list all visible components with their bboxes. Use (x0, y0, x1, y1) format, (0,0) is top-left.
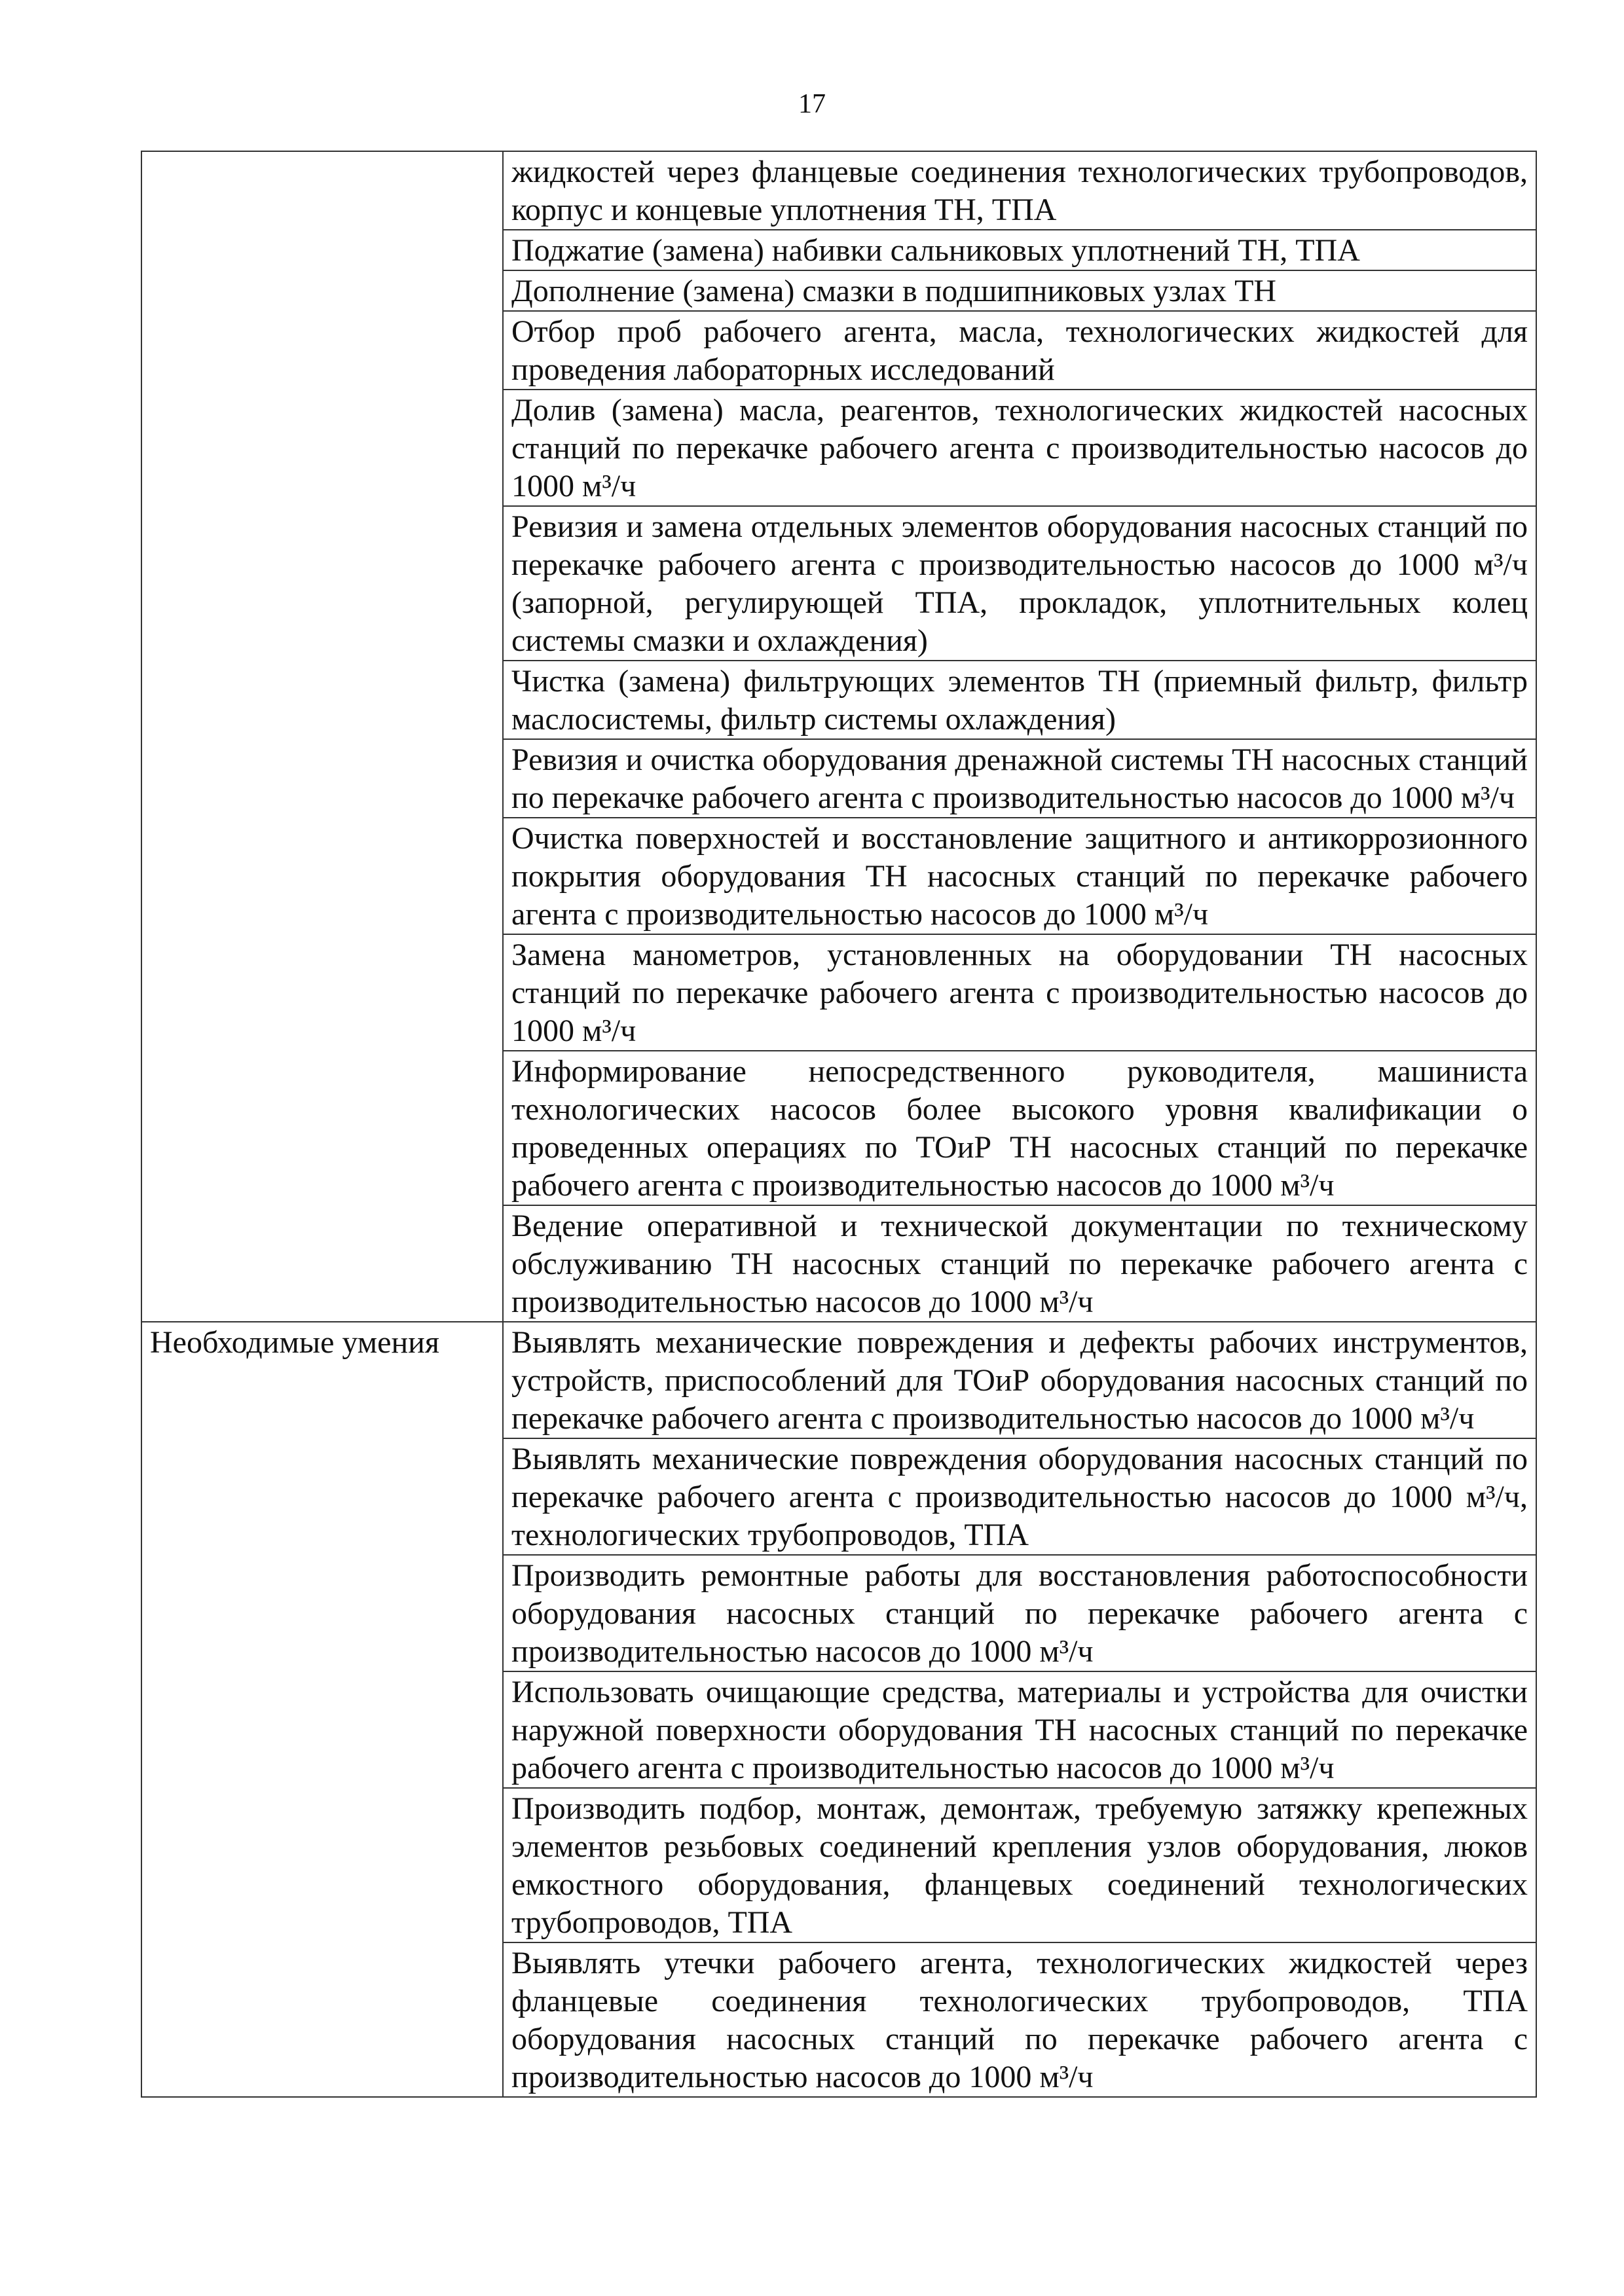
table-cell: Производить ремонтные работы для восстановления работоспособности оборудования насосных станций по перекачке рабочего агента с производительностью насосов до 1000 м³/ч (503, 1555, 1536, 1671)
table-cell: Производить подбор, монтаж, демонтаж, требуемую затяжку крепежных элементов резьбовых соединений крепления узлов оборудования, люков емкостного оборудования, фланцевых соединений технологических трубопроводов, ТПА (503, 1788, 1536, 1942)
table-cell: Выявлять механические повреждения и дефекты рабочих инструментов, устройств, приспособлений для ТОиР оборудования насосных станций по перекачке рабочего агента с производительностью насосов до 1000 м³/ч (503, 1322, 1536, 1438)
table-cell: Чистка (замена) фильтрующих элементов ТН (приемный фильтр, фильтр маслосистемы, фильтр системы охлаждения) (503, 661, 1536, 739)
table-cell: Информирование непосредственного руководителя, машиниста технологических насосов более высокого уровня квалификации о проведенных операциях по ТОиР ТН насосных станций по перекачке рабочего агента с производительностью насосов до 1000 м³/ч (503, 1051, 1536, 1205)
page-number: 17 (798, 89, 826, 119)
competency-table (141, 151, 1537, 2098)
section-label: Необходимые умения (141, 1322, 503, 2097)
table-cell: Выявлять механические повреждения оборудования насосных станций по перекачке рабочего агента с производительностью насосов до 1000 м³/ч, технологических трубопроводов, ТПА (503, 1438, 1536, 1555)
table-cell: Поджатие (замена) набивки сальниковых уплотнений ТН, ТПА (503, 230, 1536, 270)
table-cell: Ревизия и замена отдельных элементов оборудования насосных станций по перекачке рабочего агента с производительностью насосов до 1000 м³/ч (запорной, регулирующей ТПА, прокладок, уплотнительных колец системы смазки и охлаждения) (503, 506, 1536, 661)
table-cell: Ревизия и очистка оборудования дренажной системы ТН насосных станций по перекачке рабочего агента с производительностью насосов до 1000 м³/ч (503, 739, 1536, 818)
section-label (141, 151, 503, 1322)
table-cell: Отбор проб рабочего агента, масла, технологических жидкостей для проведения лабораторных исследований (503, 311, 1536, 390)
table-cell: Дополнение (замена) смазки в подшипниковых узлах ТН (503, 270, 1536, 311)
table-cell: жидкостей через фланцевые соединения технологических трубопроводов, корпус и концевые уплотнения ТН, ТПА (503, 151, 1536, 230)
table-cell: Долив (замена) масла, реагентов, технологических жидкостей насосных станций по перекачке рабочего агента с производительностью насосов до 1000 м³/ч (503, 390, 1536, 506)
table-cell: Очистка поверхностей и восстановление защитного и антикоррозионного покрытия оборудования ТН насосных станций по перекачке рабочего агента с производительностью насосов до 1000 м³/ч (503, 818, 1536, 934)
table-cell: Выявлять утечки рабочего агента, технологических жидкостей через фланцевые соединения технологических трубопроводов, ТПА оборудования насосных станций по перекачке рабочего агента с производительностью насосов до 1000 м³/ч (503, 1942, 1536, 2097)
table-cell: Замена манометров, установленных на оборудовании ТН насосных станций по перекачке рабочего агента с производительностью насосов до 1000 м³/ч (503, 934, 1536, 1051)
table-cell: Использовать очищающие средства, материалы и устройства для очистки наружной поверхности оборудования ТН насосных станций по перекачке рабочего агента с производительностью насосов до 1000 м³/ч (503, 1671, 1536, 1788)
table-row (141, 1322, 1536, 1438)
table-cell: Ведение оперативной и технической документации по техническому обслуживанию ТН насосных станций по перекачке рабочего агента с производительностью насосов до 1000 м³/ч (503, 1205, 1536, 1322)
table-row (141, 151, 1536, 230)
